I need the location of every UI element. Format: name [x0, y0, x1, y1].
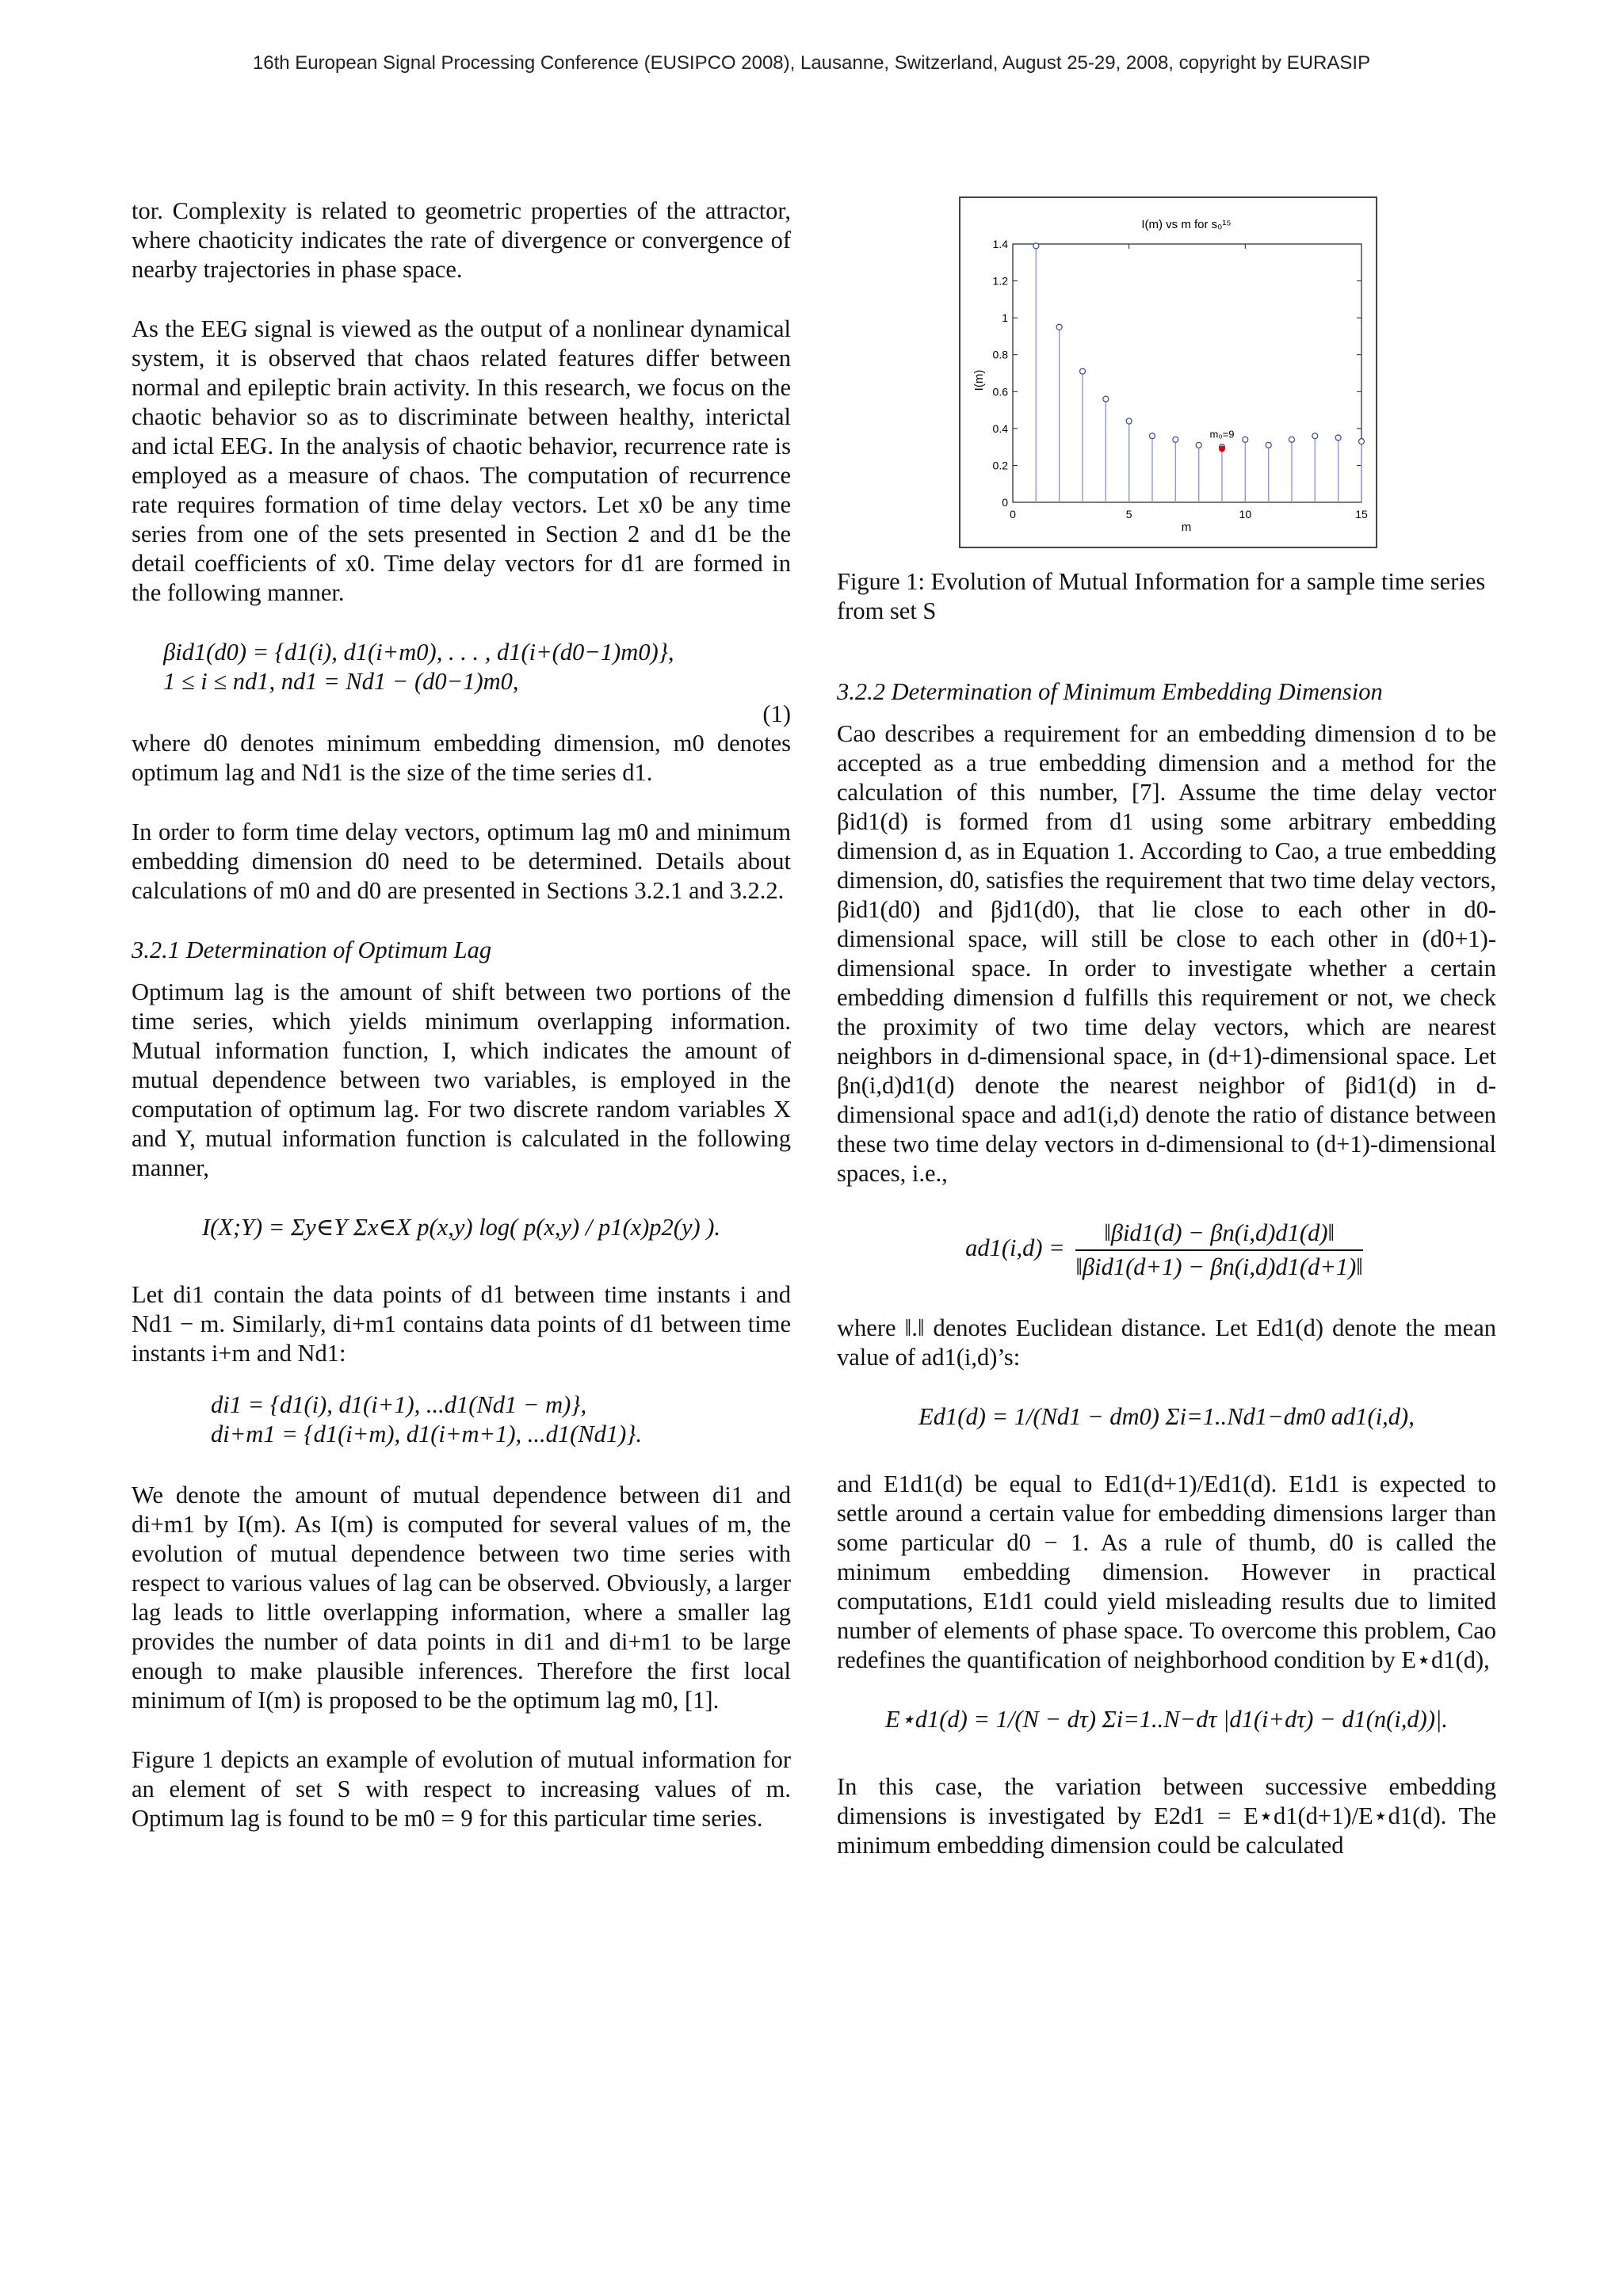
y-tick-label: 0.4	[992, 421, 1008, 435]
stem-marker	[1312, 433, 1318, 439]
section-heading-3-2-2: 3.2.2 Determination of Minimum Embedding Dimension	[837, 678, 1383, 705]
fraction	[1075, 1219, 1363, 1282]
paragraph: In this case, the variation between successive embedding dimensions is investigated by E2d1 = E⋆d1(d+1)/E⋆d1(d). The minimum embedding dimension could be calculated	[837, 1773, 1496, 1859]
y-tick-label: 1.2	[992, 274, 1008, 288]
x-tick-label: 10	[1239, 508, 1252, 521]
x-tick-label: 5	[1125, 508, 1132, 521]
stem-marker	[1289, 437, 1295, 442]
x-axis-label: m	[1181, 521, 1192, 534]
figure-1-caption: Figure 1: Evolution of Mutual Information for a sample time series from set S	[837, 568, 1486, 624]
figure-1-chart	[959, 196, 1377, 548]
optimum-lag-label: m₀=9	[1209, 428, 1235, 441]
paragraph: and E1d1(d) be equal to Ed1(d+1)/Ed1(d). E1d1 is expected to settle around a certain value for embedding dimensions larger than some particular d0 − 1. As a rule of thumb, d0 is called the minimum embedding dimension. However in practical computations, E1d1 could yield misleading results due to limited number of elements of phase space. To overcome this problem, Cao redefines the quantification of neighborhood condition by E⋆d1(d),	[837, 1470, 1496, 1673]
plot-area	[1013, 244, 1361, 502]
optimum-lag-marker	[1219, 445, 1225, 452]
y-tick-label: 0.8	[992, 348, 1008, 361]
conference-header: 16th European Signal Processing Conference (EUSIPCO 2008), Lausanne, Switzerland, August 25-29, 2008, copyright by EURASIP	[252, 52, 1371, 74]
axis-ticks	[993, 238, 1368, 521]
stem-marker	[1126, 418, 1132, 424]
y-axis-label: I(m)	[972, 369, 986, 391]
paragraph: tor. Complexity is related to geometric properties of the attractor, where chaoticity indicates the rate of divergence or convergence of nearby trajectories in phase space.	[132, 197, 791, 283]
paragraph: Let di1 contain the data points of d1 between time instants i and Nd1 − m. Similarly, di+m1 contains data points of d1 between time instants i+m and Nd1:	[132, 1281, 791, 1367]
right-column	[837, 677, 1496, 1890]
equation-line: 1 ≤ i ≤ nd1, nd1 = Nd1 − (d0−1)m0,	[163, 668, 519, 695]
y-tick-label: 0.2	[992, 459, 1008, 472]
paragraph: where ‖.‖ denotes Euclidean distance. Let Ed1(d) denote the mean value of ad1(i,d)’s:	[837, 1314, 1496, 1371]
equation-mean: Ed1(d) = 1/(Nd1 − dm0) Σi=1..Nd1−dm0 ad1(i,d),	[918, 1403, 1415, 1430]
stem-marker	[1103, 396, 1109, 402]
mutual-information-stem-plot	[960, 198, 1376, 547]
y-tick-label: 0.6	[992, 385, 1008, 399]
paragraph: where d0 denotes minimum embedding dimension, m0 denotes optimum lag and Nd1 is the size of the time series d1.	[132, 730, 791, 786]
data-series	[1033, 243, 1365, 502]
x-tick-label: 15	[1355, 508, 1368, 521]
equation-number: (1)	[762, 700, 791, 727]
equation-mutual-information: I(X;Y) = Σy∈Y Σx∈X p(x,y) log( p(x,y) / p1(x)p2(y) ).	[201, 1214, 721, 1241]
y-tick-label: 1.4	[992, 238, 1008, 250]
chart-title: I(m) vs m for s₀¹⁵	[1141, 218, 1232, 231]
stem-marker	[1266, 442, 1271, 448]
stem-marker	[1033, 243, 1039, 249]
stem-marker	[1080, 368, 1086, 374]
equation-1	[163, 638, 791, 696]
paragraph: Cao describes a requirement for an embedding dimension d to be accepted as a true embedding dimension and a method for the calculation of this number, [7]. Assume the time delay vector βid1(d) is formed from d1 using some arbitrary embedding dimension d, as in Equation 1. According to Cao, a true embedding dimension, d0, satisfies the requirement that two time delay vectors, βid1(d0) and βjd1(d0), that lie close to each other in d0-dimensional space, will still be close to each other in (d0+1)-dimensional space. In order to investigate whether a certain embedding dimension d fulfills this requirement or not, we check the proximity of two time delay vectors, which are nearest neighbors in d-dimensional space, in (d+1)-dimensional space. Let βn(i,d)d1(d) denote the nearest neighbor of βid1(d) in d-dimensional space and ad1(i,d) denote the ratio of distance between these two time delay vectors in d-dimensional to (d+1)-dimensional spaces, i.e.,	[837, 720, 1496, 1187]
paragraph: As the EEG signal is viewed as the output of a nonlinear dynamical system, it is observed that chaos related features differ between normal and epileptic brain activity. In this research, we focus on the chaotic behavior so as to discriminate between healthy, interictal and ictal EEG. In the analysis of chaotic behavior, recurrence rate is employed as a measure of chaos. The computation of recurrence rate requires formation of time delay vectors. Let x0 be any time series from one of the sets presented in Section 2 and d1 be the detail coefficients of x0. Time delay vectors for d1 are formed in the following manner.	[132, 315, 791, 606]
stem-marker	[1056, 324, 1062, 330]
stem-marker	[1173, 437, 1178, 442]
stem-marker	[1359, 439, 1365, 444]
section-heading-3-2-1: 3.2.1 Determination of Optimum Lag	[132, 936, 492, 963]
equation-lhs: ad1(i,d) =	[965, 1234, 1065, 1261]
y-tick-label: 1	[1002, 311, 1008, 325]
paragraph: Figure 1 depicts an example of evolution of mutual information for an element of set S with respect to increasing values of m. Optimum lag is found to be m0 = 9 for this particular time series.	[132, 1746, 791, 1832]
left-column	[132, 196, 791, 1863]
stem-marker	[1150, 433, 1155, 439]
fraction-denominator: ‖βid1(d+1) − βn(i,d)d1(d+1)‖	[1075, 1253, 1363, 1280]
equation-line: di+m1 = {d1(i+m), d1(i+m+1), ...d1(Nd1)}.	[211, 1421, 643, 1447]
equation-line: di1 = {d1(i), d1(i+1), ...d1(Nd1 − m)},	[211, 1391, 587, 1418]
equation-line: βid1(d0) = {d1(i), d1(i+m0), . . . , d1(i+(d0−1)m0)},	[163, 639, 674, 666]
equation-3	[211, 1390, 791, 1449]
paragraph: Optimum lag is the amount of shift between two portions of the time series, which yields minimum overlapping information. Mutual information function, I, which indicates the amount of mutual dependence between two variables, is employed in the computation of optimum lag. For two discrete random variables X and Y, mutual information function is calculated in the following manner,	[132, 978, 791, 1181]
stem-marker	[1243, 437, 1248, 442]
fraction-numerator: ‖βid1(d) − βn(i,d)d1(d)‖	[1075, 1219, 1363, 1251]
stem-marker	[1196, 442, 1201, 448]
equation-cao: E⋆d1(d) = 1/(N − dτ) Σi=1..N−dτ |d1(i+dτ) − d1(n(i,d))|.	[884, 1706, 1448, 1733]
y-tick-label: 0	[1002, 496, 1008, 509]
stem-marker	[1335, 435, 1341, 441]
paragraph: In order to form time delay vectors, optimum lag m0 and minimum embedding dimension d0 need to be determined. Details about calculations of m0 and d0 are presented in Sections 3.2.1 and 3.2.2.	[132, 818, 791, 904]
x-tick-label: 0	[1010, 508, 1016, 521]
paragraph: We denote the amount of mutual dependence between di1 and di+m1 by I(m). As I(m) is computed for several values of m, the evolution of mutual dependence between two time series with respect to various values of lag can be observed. Obviously, a larger lag leads to little overlapping information, where a smaller lag provides the number of data points in di1 and di+m1 to be large enough to make plausible inferences. Therefore the first local minimum of I(m) is proposed to be the optimum lag m0, [1].	[132, 1482, 791, 1714]
equation-ratio	[837, 1219, 1496, 1282]
